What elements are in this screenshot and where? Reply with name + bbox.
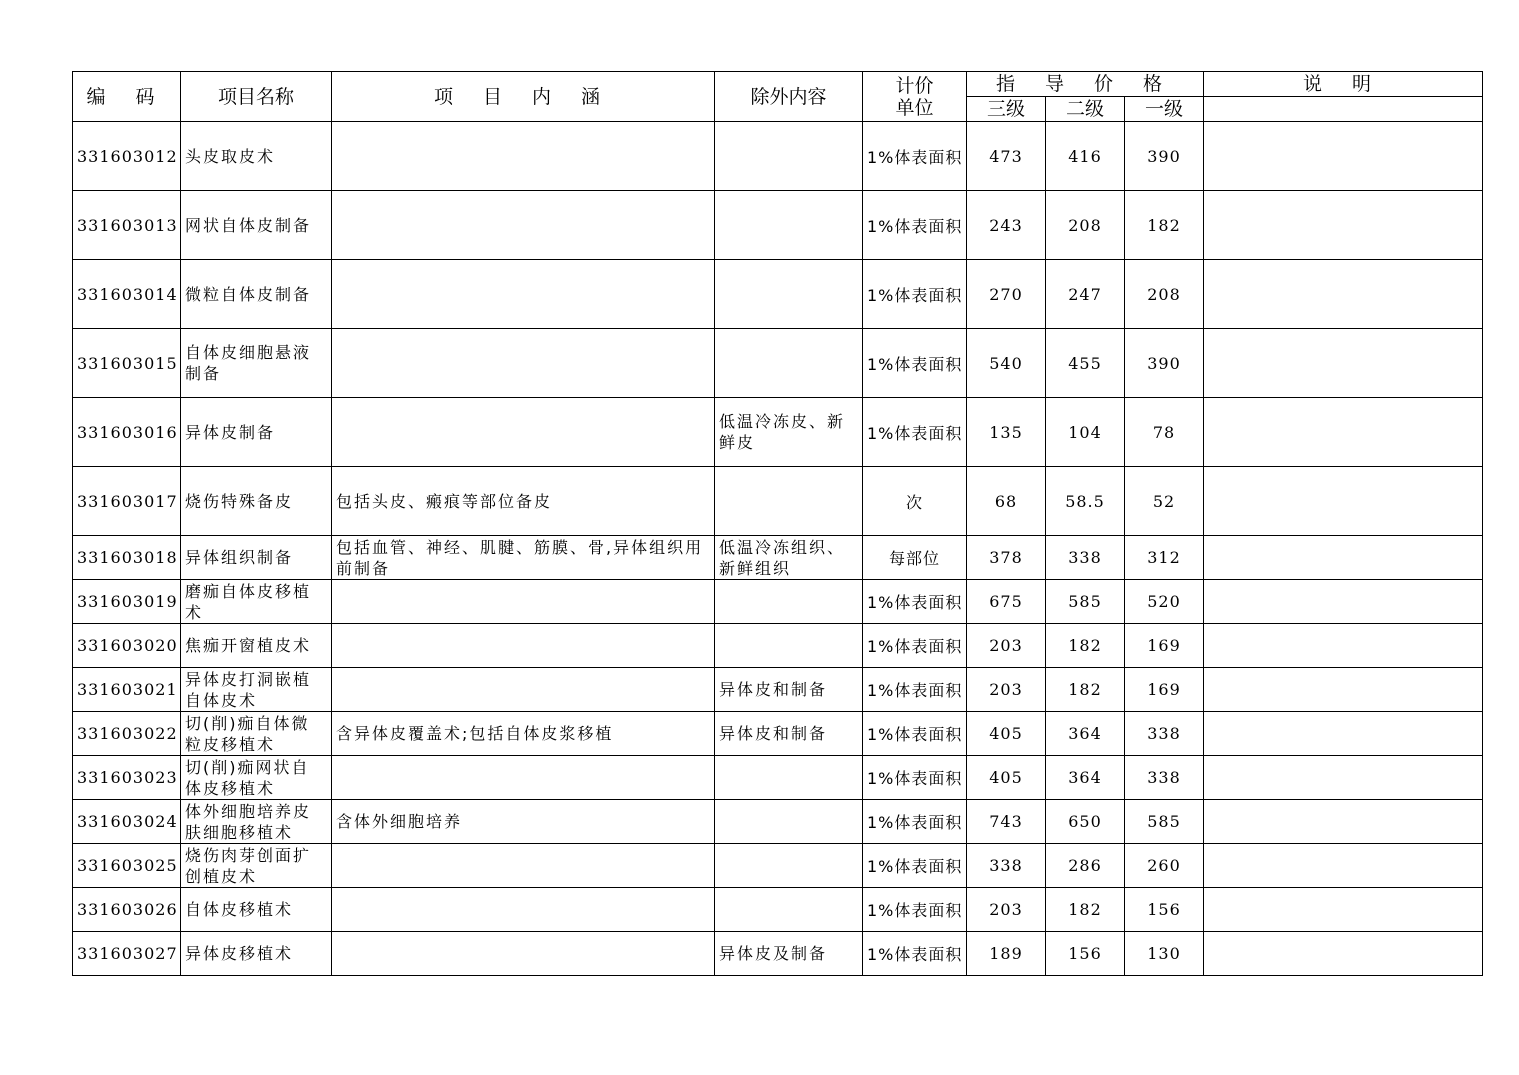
item-note [1204, 536, 1483, 580]
price-level1: 520 [1125, 580, 1204, 624]
price-level1: 169 [1125, 624, 1204, 668]
price-level2: 156 [1046, 932, 1125, 976]
item-code: 331603015 [73, 329, 181, 398]
price-level1: 169 [1125, 668, 1204, 712]
item-name: 烧伤肉芽创面扩创植皮术 [181, 844, 332, 888]
item-note [1204, 329, 1483, 398]
header-content: 项 目 内 涵 [332, 72, 715, 122]
item-unit: 1%体表面积 [863, 191, 967, 260]
price-level1: 52 [1125, 467, 1204, 536]
item-excluded: 低温冷冻组织、新鲜组织 [715, 536, 863, 580]
table-row [73, 624, 1483, 668]
item-unit: 1%体表面积 [863, 260, 967, 329]
item-content: 包括血管、神经、肌腱、筋膜、骨,异体组织用前制备 [332, 536, 715, 580]
price-level2: 585 [1046, 580, 1125, 624]
item-unit: 1%体表面积 [863, 580, 967, 624]
header-level3: 三级 [967, 97, 1046, 122]
price-level2: 58.5 [1046, 467, 1125, 536]
item-name: 异体皮移植术 [181, 932, 332, 976]
item-unit: 1%体表面积 [863, 844, 967, 888]
item-excluded: 异体皮和制备 [715, 712, 863, 756]
item-unit: 1%体表面积 [863, 624, 967, 668]
item-excluded [715, 756, 863, 800]
price-level3: 243 [967, 191, 1046, 260]
item-note [1204, 844, 1483, 888]
item-code: 331603027 [73, 932, 181, 976]
header-level1: 一级 [1125, 97, 1204, 122]
item-content: 含体外细胞培养 [332, 800, 715, 844]
item-excluded [715, 624, 863, 668]
item-note [1204, 800, 1483, 844]
item-name: 切(削)痂网状自体皮移植术 [181, 756, 332, 800]
item-note [1204, 122, 1483, 191]
item-content: 含异体皮覆盖术;包括自体皮浆移植 [332, 712, 715, 756]
table-row [73, 932, 1483, 976]
item-unit: 次 [863, 467, 967, 536]
price-level3: 203 [967, 624, 1046, 668]
item-note [1204, 712, 1483, 756]
item-note [1204, 756, 1483, 800]
item-name: 体外细胞培养皮肤细胞移植术 [181, 800, 332, 844]
item-content [332, 398, 715, 467]
item-excluded [715, 467, 863, 536]
price-level1: 130 [1125, 932, 1204, 976]
item-name: 自体皮细胞悬液制备 [181, 329, 332, 398]
item-unit: 1%体表面积 [863, 329, 967, 398]
price-level2: 182 [1046, 624, 1125, 668]
item-excluded [715, 844, 863, 888]
item-code: 331603013 [73, 191, 181, 260]
item-excluded: 异体皮及制备 [715, 932, 863, 976]
price-level3: 270 [967, 260, 1046, 329]
price-level2: 247 [1046, 260, 1125, 329]
item-unit: 1%体表面积 [863, 712, 967, 756]
table-row [73, 712, 1483, 756]
table-row [73, 800, 1483, 844]
item-code: 331603021 [73, 668, 181, 712]
item-name: 焦痂开窗植皮术 [181, 624, 332, 668]
item-content [332, 932, 715, 976]
table-row [73, 329, 1483, 398]
price-level2: 104 [1046, 398, 1125, 467]
table-row [73, 844, 1483, 888]
item-unit: 1%体表面积 [863, 668, 967, 712]
price-table [72, 71, 1483, 976]
header-excluded: 除外内容 [715, 72, 863, 122]
item-excluded: 低温冷冻皮、新鲜皮 [715, 398, 863, 467]
price-level1: 312 [1125, 536, 1204, 580]
price-level2: 455 [1046, 329, 1125, 398]
header-unit: 计价 单位 [863, 72, 967, 122]
price-level3: 405 [967, 756, 1046, 800]
price-level3: 338 [967, 844, 1046, 888]
item-excluded [715, 580, 863, 624]
item-unit: 1%体表面积 [863, 800, 967, 844]
price-level3: 675 [967, 580, 1046, 624]
item-code: 331603022 [73, 712, 181, 756]
item-unit: 1%体表面积 [863, 888, 967, 932]
item-code: 331603020 [73, 624, 181, 668]
price-level2: 286 [1046, 844, 1125, 888]
item-note [1204, 668, 1483, 712]
price-level1: 390 [1125, 329, 1204, 398]
item-code: 331603014 [73, 260, 181, 329]
item-note [1204, 624, 1483, 668]
item-name: 微粒自体皮制备 [181, 260, 332, 329]
header-name: 项目名称 [181, 72, 332, 122]
item-note [1204, 260, 1483, 329]
price-level2: 364 [1046, 756, 1125, 800]
item-name: 异体组织制备 [181, 536, 332, 580]
price-level3: 135 [967, 398, 1046, 467]
table-row [73, 398, 1483, 467]
table-row [73, 668, 1483, 712]
table-row [73, 191, 1483, 260]
price-level2: 650 [1046, 800, 1125, 844]
item-name: 异体皮制备 [181, 398, 332, 467]
price-level2: 182 [1046, 888, 1125, 932]
item-excluded [715, 191, 863, 260]
item-name: 切(削)痂自体微粒皮移植术 [181, 712, 332, 756]
price-level1: 182 [1125, 191, 1204, 260]
item-content [332, 668, 715, 712]
table-row [73, 888, 1483, 932]
item-content [332, 624, 715, 668]
price-level1: 338 [1125, 712, 1204, 756]
item-excluded [715, 888, 863, 932]
item-content [332, 888, 715, 932]
item-content [332, 122, 715, 191]
item-code: 331603019 [73, 580, 181, 624]
header-code: 编 码 [73, 72, 181, 122]
item-unit: 1%体表面积 [863, 756, 967, 800]
item-content [332, 191, 715, 260]
item-code: 331603026 [73, 888, 181, 932]
item-content [332, 580, 715, 624]
item-note [1204, 191, 1483, 260]
table-row [73, 260, 1483, 329]
header-note: 说 明 [1204, 72, 1483, 97]
item-content: 包括头皮、瘢痕等部位备皮 [332, 467, 715, 536]
item-code: 331603024 [73, 800, 181, 844]
item-name: 自体皮移植术 [181, 888, 332, 932]
item-code: 331603018 [73, 536, 181, 580]
item-code: 331603025 [73, 844, 181, 888]
header-level2: 二级 [1046, 97, 1125, 122]
table-body [73, 122, 1483, 976]
item-note [1204, 888, 1483, 932]
item-name: 网状自体皮制备 [181, 191, 332, 260]
item-code: 331603012 [73, 122, 181, 191]
item-content [332, 844, 715, 888]
price-level3: 743 [967, 800, 1046, 844]
item-unit: 1%体表面积 [863, 398, 967, 467]
price-level1: 390 [1125, 122, 1204, 191]
price-level3: 378 [967, 536, 1046, 580]
item-excluded: 异体皮和制备 [715, 668, 863, 712]
price-level3: 473 [967, 122, 1046, 191]
price-level1: 260 [1125, 844, 1204, 888]
price-level3: 203 [967, 888, 1046, 932]
price-level1: 338 [1125, 756, 1204, 800]
item-excluded [715, 329, 863, 398]
item-note [1204, 398, 1483, 467]
item-content [332, 260, 715, 329]
price-level1: 208 [1125, 260, 1204, 329]
table-row [73, 536, 1483, 580]
price-level2: 208 [1046, 191, 1125, 260]
item-excluded [715, 260, 863, 329]
price-level1: 585 [1125, 800, 1204, 844]
price-level3: 68 [967, 467, 1046, 536]
item-name: 磨痂自体皮移植术 [181, 580, 332, 624]
table-row [73, 756, 1483, 800]
price-level2: 182 [1046, 668, 1125, 712]
item-note [1204, 932, 1483, 976]
item-name: 异体皮打洞嵌植自体皮术 [181, 668, 332, 712]
item-code: 331603016 [73, 398, 181, 467]
price-level2: 364 [1046, 712, 1125, 756]
price-level1: 156 [1125, 888, 1204, 932]
price-level3: 189 [967, 932, 1046, 976]
price-level2: 416 [1046, 122, 1125, 191]
price-level3: 405 [967, 712, 1046, 756]
price-level2: 338 [1046, 536, 1125, 580]
item-note [1204, 580, 1483, 624]
price-level3: 540 [967, 329, 1046, 398]
price-level1: 78 [1125, 398, 1204, 467]
table-row [73, 122, 1483, 191]
table-row [73, 580, 1483, 624]
item-unit: 每部位 [863, 536, 967, 580]
item-code: 331603023 [73, 756, 181, 800]
item-content [332, 756, 715, 800]
item-note [1204, 467, 1483, 536]
item-name: 头皮取皮术 [181, 122, 332, 191]
price-level3: 203 [967, 668, 1046, 712]
item-unit: 1%体表面积 [863, 122, 967, 191]
item-excluded [715, 122, 863, 191]
item-excluded [715, 800, 863, 844]
table-row [73, 467, 1483, 536]
item-unit: 1%体表面积 [863, 932, 967, 976]
header-price: 指 导 价 格 [967, 72, 1204, 97]
header-note-sub [1204, 97, 1483, 122]
item-name: 烧伤特殊备皮 [181, 467, 332, 536]
item-code: 331603017 [73, 467, 181, 536]
item-content [332, 329, 715, 398]
